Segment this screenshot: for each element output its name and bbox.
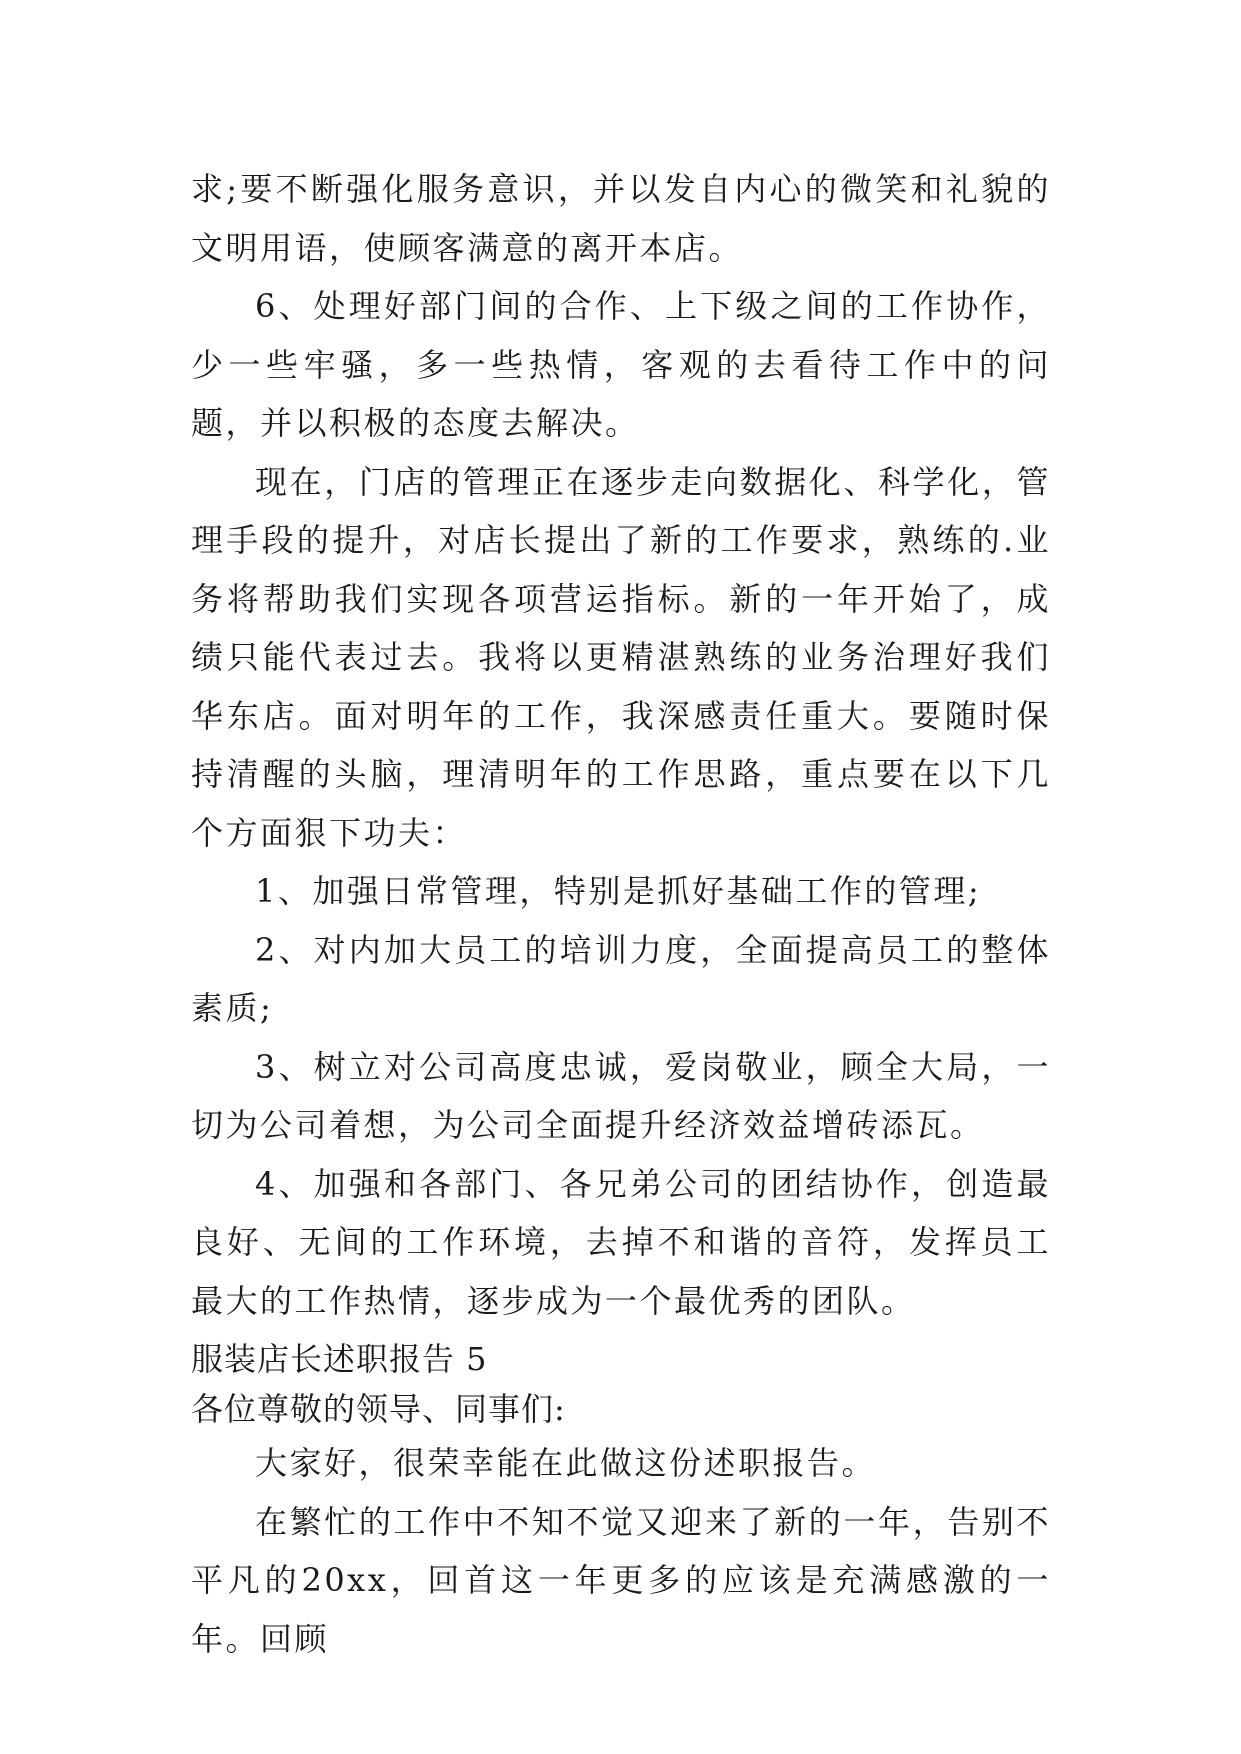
paragraph-item-2: 2、对内加大员工的培训力度，全面提高员工的整体素质; [191,930,1051,1027]
document-page [191,160,1051,1668]
section-title: 服装店长述职报告 5 [191,1340,488,1378]
paragraph-item-4: 4、加强和各部门、各兄弟公司的团结协作，创造最良好、无间的工作环境，去掉不和谐的音符，发挥员工最大的工作热情，逐步成为一个最优秀的团队。 [191,1164,1051,1320]
paragraph-review-intro: 在繁忙的工作中不知不觉又迎来了新的一年，告别不平凡的20xx，回首这一年更多的应该是充满感激的一年。回顾 [191,1502,1051,1658]
paragraph-item-3: 3、树立对公司高度忠诚，爱岗敬业，顾全大局，一切为公司着想，为公司全面提升经济效益增砖添瓦。 [191,1047,1051,1144]
salutation: 各位尊敬的领导、同事们: [191,1390,566,1428]
paragraph-item-6: 6、处理好部门间的合作、上下级之间的工作协作，少一些牢骚，多一些热情，客观的去看待工作中的问题，并以积极的态度去解决。 [191,287,1051,442]
paragraph-greeting: 大家好，很荣幸能在此做这份述职报告。 [255,1444,877,1482]
paragraph-current-status: 现在，门店的管理正在逐步走向数据化、科学化，管理手段的提升，对店长提出了新的工作要求，熟练的.业务将帮助我们实现各项营运指标。新的一年开始了，成绩只能代表过去。我将以更精湛熟练的业务治理好我们华东店。面对明年的工作，我深感责任重大。要随时保持清醒的头脑，理清明年的工作思路，重点要在以下几个方面狠下功夫： [191,462,1051,852]
paragraph-item-1: 1、加强日常管理，特别是抓好基础工作的管理; [255,872,982,910]
paragraph-continuation: 求;要不断强化服务意识，并以发自内心的微笑和礼貌的文明用语，使顾客满意的离开本店。 [191,170,1051,267]
